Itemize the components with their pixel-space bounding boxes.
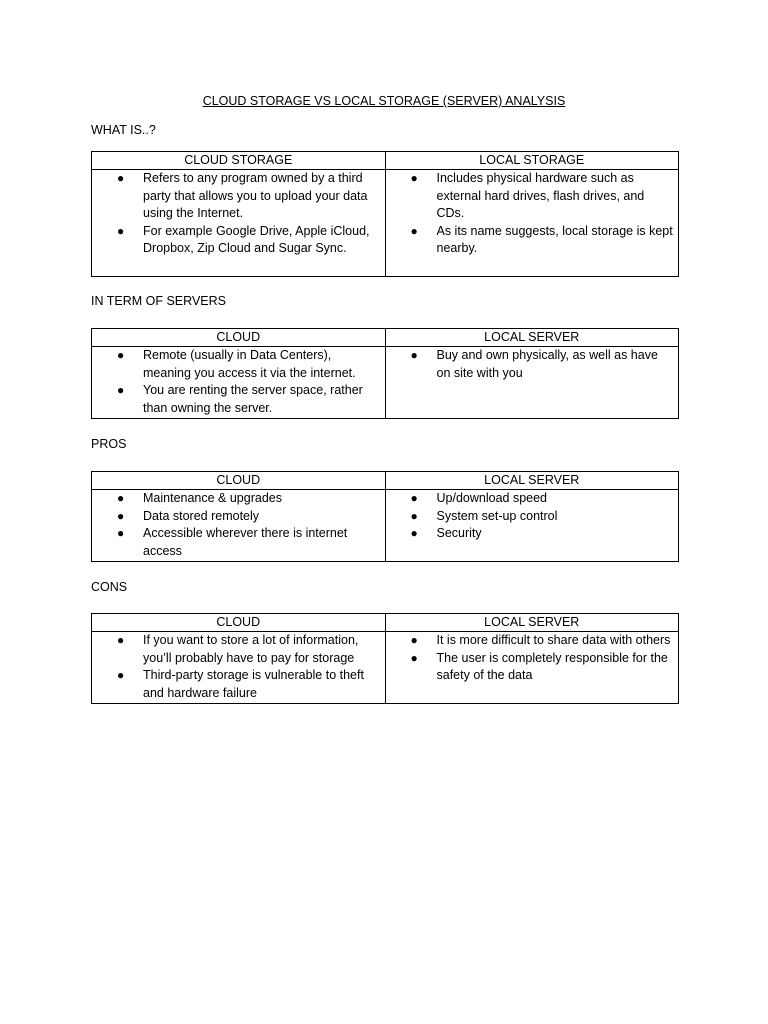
cell-local xyxy=(385,632,679,704)
bullet-icon: ● xyxy=(410,171,418,185)
list-item xyxy=(92,382,381,417)
bullet-icon: ● xyxy=(117,348,125,362)
list-item-text: Security xyxy=(436,526,482,540)
bullet-list xyxy=(92,632,385,702)
bullet-list xyxy=(92,347,385,417)
column-header-local: LOCAL SERVER xyxy=(385,472,679,490)
comparison-table-cons xyxy=(91,613,679,704)
bullet-icon: ● xyxy=(410,650,418,665)
section-heading-pros: PROS xyxy=(91,437,127,451)
section-heading-servers: IN TERM OF SERVERS xyxy=(91,294,226,308)
bullet-list xyxy=(386,632,679,685)
cell-local xyxy=(385,347,679,419)
comparison-table-what-is xyxy=(91,151,679,277)
list-item xyxy=(386,632,675,650)
cell-cloud xyxy=(92,170,386,277)
bullet-list xyxy=(386,347,679,382)
list-item-text: If you want to store a lot of information, you’ll probably have to pay for storage xyxy=(143,633,359,665)
document-title: CLOUD STORAGE VS LOCAL STORAGE (SERVER) ANALYSIS xyxy=(202,94,566,108)
bullet-icon: ● xyxy=(410,633,418,647)
bullet-list xyxy=(92,490,385,560)
list-item xyxy=(92,525,381,560)
comparison-table-servers xyxy=(91,328,679,419)
cell-cloud xyxy=(92,632,386,704)
list-item-text: Includes physical hardware such as external hard drives, flash drives, and CDs. xyxy=(436,171,645,220)
bullet-icon: ● xyxy=(117,171,125,185)
list-item-text: It is more difficult to share data with others xyxy=(436,633,671,647)
list-item-text: Data stored remotely xyxy=(143,508,260,523)
list-item-text: Third-party storage is vulnerable to theft and hardware failure xyxy=(143,668,364,700)
list-item xyxy=(386,347,675,382)
column-header-local: LOCAL SERVER xyxy=(385,614,679,632)
bullet-icon: ● xyxy=(117,491,125,505)
bullet-icon: ● xyxy=(410,348,418,362)
column-header-local: LOCAL SERVER xyxy=(385,329,679,347)
list-item xyxy=(92,170,381,223)
bullet-icon: ● xyxy=(410,526,418,540)
list-item-text: Maintenance & upgrades xyxy=(143,491,282,505)
list-item xyxy=(386,170,675,223)
list-item-text: You are renting the server space, rather than owning the server. xyxy=(143,383,363,415)
list-item xyxy=(386,650,675,685)
list-item-text: Remote (usually in Data Centers), meaning you access it via the internet. xyxy=(143,348,356,380)
bullet-list xyxy=(386,490,679,543)
list-item-text: Up/download speed xyxy=(436,491,547,505)
section-heading-what-is: WHAT IS..? xyxy=(91,123,156,137)
list-item xyxy=(92,490,381,508)
list-item xyxy=(386,508,675,526)
list-item-text: Buy and own physically, as well as have on site with you xyxy=(436,348,658,380)
bullet-icon: ● xyxy=(117,383,125,397)
cell-cloud xyxy=(92,347,386,419)
list-item-text: The user is completely responsible for the safety of the data xyxy=(436,650,668,682)
column-header-cloud: CLOUD xyxy=(92,472,386,490)
column-header-cloud: CLOUD xyxy=(92,329,386,347)
section-heading-cons: CONS xyxy=(91,580,128,594)
list-item xyxy=(386,525,675,543)
bullet-icon: ● xyxy=(117,526,125,540)
list-item xyxy=(92,632,381,667)
column-header-local: LOCAL STORAGE xyxy=(385,152,679,170)
list-item-text: Refers to any program owned by a third party that allows you to upload your data using the Internet. xyxy=(143,171,368,220)
list-item xyxy=(386,223,675,258)
bullet-icon: ● xyxy=(410,491,418,505)
list-item xyxy=(92,347,381,382)
list-item-text: For example Google Drive, Apple iCloud, Dropbox, Zip Cloud and Sugar Sync. xyxy=(143,223,370,255)
cell-local xyxy=(385,490,679,562)
cell-local xyxy=(385,170,679,277)
cell-cloud xyxy=(92,490,386,562)
comparison-table-pros xyxy=(91,471,679,562)
list-item-text: System set-up control xyxy=(436,508,558,523)
list-item xyxy=(92,667,381,702)
bullet-icon: ● xyxy=(117,633,125,647)
list-item-text: Accessible wherever there is internet access xyxy=(143,526,348,558)
bullet-list xyxy=(386,170,679,258)
bullet-icon: ● xyxy=(117,508,125,523)
bullet-icon: ● xyxy=(410,223,418,238)
list-item-text: As its name suggests, local storage is kept nearby. xyxy=(436,223,673,255)
bullet-list xyxy=(92,170,385,258)
bullet-icon: ● xyxy=(117,223,125,238)
column-header-cloud: CLOUD STORAGE xyxy=(92,152,386,170)
column-header-cloud: CLOUD xyxy=(92,614,386,632)
list-item xyxy=(92,508,381,526)
list-item xyxy=(92,223,381,258)
list-item xyxy=(386,490,675,508)
bullet-icon: ● xyxy=(410,508,418,523)
bullet-icon: ● xyxy=(117,668,125,682)
